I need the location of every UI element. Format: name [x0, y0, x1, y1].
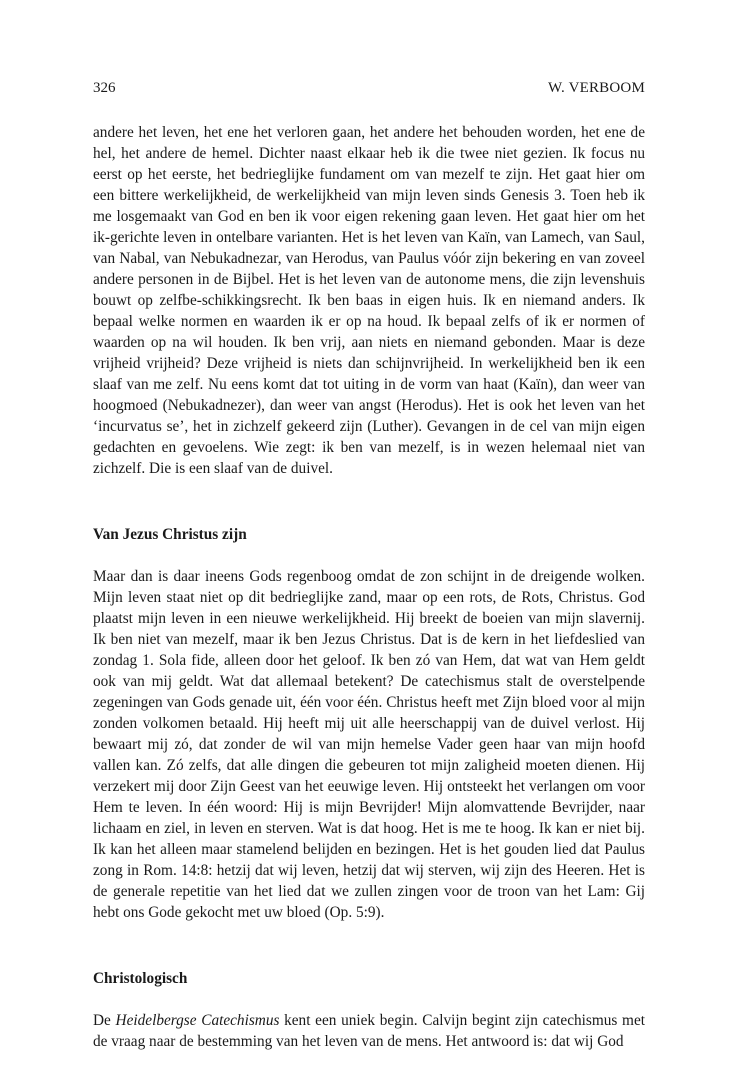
catechism-title: Heidelbergse Catechismus	[115, 1012, 280, 1029]
paragraph-text: kent een uniek begin. Calvijn begint zijn catechismus met de vraag naar de bestemming van het leven van de mens. Het antwoord is: dat wij God	[93, 1012, 645, 1050]
section-spacer	[93, 923, 645, 968]
christus-paragraph: Maar dan is daar ineens Gods regenboog omdat de zon schijnt in de dreigende wolken. Mijn leven staat niet op dit bedrieglijke zand, maar op een rots, de Rots, Christus. God plaatst mijn leven in een nieuwe werkelijkheid. Hij breekt de boeien van mijn slavernij. Ik ben niet van mezelf, maar ik ben Jezus Christus. Dat is de kern in het liefdeslied van zondag 1. Sola fide, alleen door het geloof. Ik ben zó van Hem, dat wat van Hem geldt ook van mij geldt. Wat dat allemaal betekent? De catechismus stalt de overstelpende zegeningen van Gods genade uit, één voor één. Christus heeft met Zijn bloed voor al mijn zonden volkomen betaald. Hij heeft mij uit alle heerschappij van de duivel verlost. Hij bewaart mij zó, dat zonder de wil van mijn hemelse Vader geen haar van mijn hoofd vallen kan. Zó zelfs, dat alle dingen die gebeuren tot mijn zaligheid moeten dienen. Hij verzekert mij door Zijn Geest van het eeuwige leven. Hij ontsteekt het verlangen om voor Hem te leven. In één woord: Hij is mijn Bevrijder! Mijn alomvattende Bevrijder, naar lichaam en ziel, in leven en sterven. Wat is dat hoog. Het is me te hoog. Ik kan er niet bij. Ik kan het alleen maar stamelend belijden en bezingen. Het is het gouden lied dat Paulus zong in Rom. 14:8: hetzij dat wij leven, hetzij dat wij sterven, wij zijn des Heeren. Het is de generale repetitie van het lied dat we zullen zingen voor de troon van het Lam: Gij hebt ons Gode gekocht met uw bloed (Op. 5:9).	[93, 568, 645, 921]
page	[93, 0, 645, 1068]
running-head-author: W. VERBOOM	[547, 80, 645, 96]
heading-spacer	[93, 989, 645, 1010]
section-spacer	[93, 479, 645, 524]
article-body	[93, 122, 645, 1052]
page-number: 326	[93, 80, 116, 96]
section-heading-christologisch: Christologisch	[93, 970, 188, 987]
paragraph-lead: De	[93, 1012, 116, 1029]
intro-paragraph: andere het leven, het ene het verloren gaan, het andere het behouden worden, het ene de hel, het andere de hemel. Dichter naast elkaar heb ik die twee niet gezien. Ik focus nu eerst op het eerste, het bedrieglijke fundament om van mezelf te zijn. Het gaat hier om een bittere werkelijkheid, de werkelijkheid van mijn leven sinds Genesis 3. Toen heb ik me losgemaakt van God en ben ik voor eigen rekening gaan leven. Het gaat hier om het ik-gerichte leven in ontelbare varianten. Het is het leven van Kaïn, van Lamech, van Saul, van Nabal, van Nebukadnezar, van Herodus, van Paulus vóór zijn bekering en van zoveel andere personen in de Bijbel. Het is het leven van de autonome mens, die zijn levenshuis bouwt op zelfbe-schikkingsrecht. Ik ben baas in eigen huis. Ik en niemand anders. Ik bepaal welke normen en waarden ik er op na houd. Ik bepaal zelfs of ik er normen of waarden op na wil houden. Ik ben vrij, aan niets en niemand gebonden. Maar is deze vrijheid vrijheid? Deze vrijheid is niets dan schijnvrijheid. In werkelijkheid ben ik een slaaf van me zelf. Nu eens komt dat tot uiting in de vorm van haat (Kaïn), dan weer van hoogmoed (Nebukadnezer), dan weer van angst (Herodus). Het is ook het leven van het ‘incurvatus se’, het in zichzelf gekeerd zijn (Luther). Gevangen in de cel van mijn eigen gedachten en gevoelens. Wie zegt: ik ben van mezelf, is in wezen helemaal niet van zichzelf. Die is een slaaf van de duivel.	[93, 124, 645, 477]
christologisch-paragraph	[93, 1010, 645, 1052]
section-heading-christus: Van Jezus Christus zijn	[93, 526, 247, 543]
heading-spacer	[93, 545, 645, 566]
